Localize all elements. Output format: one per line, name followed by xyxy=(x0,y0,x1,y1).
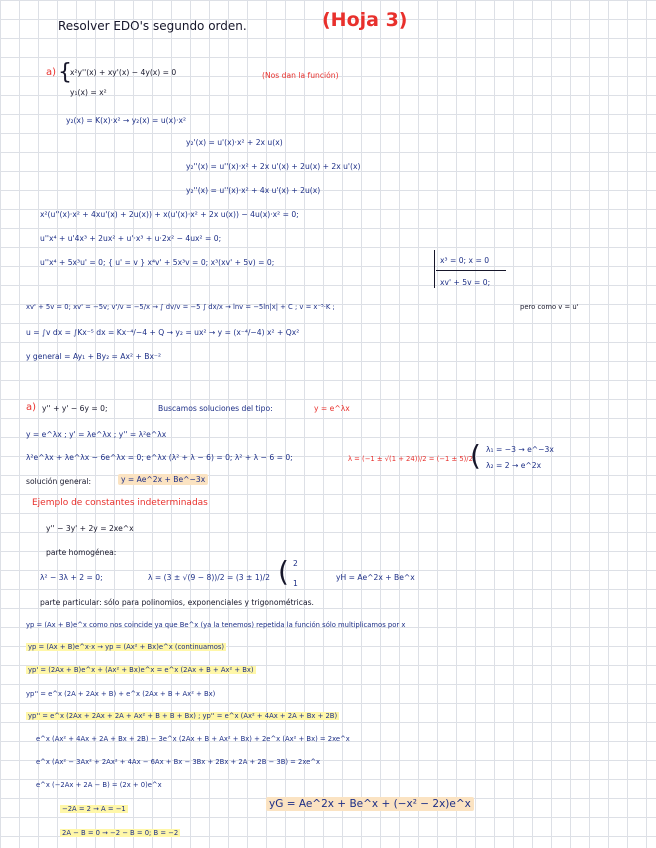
part-b-label: a) xyxy=(26,402,37,413)
substitution-line: e^x (−2Ax + 2A − B) = (2x + 0)e^x xyxy=(36,781,162,789)
example-equation: y'' − 3y' + 2y = 2xe^x xyxy=(46,524,134,533)
example-heading: Ejemplo de constantes indeterminadas xyxy=(32,498,208,508)
homogeneous-bracket: ( xyxy=(278,555,289,588)
part-a-note: (Nos dan la función) xyxy=(262,71,339,80)
characteristic-line: λ²e^λx + λe^λx − 6e^λx = 0; e^λx (λ² + λ − 6) = 0; λ² + λ − 6 = 0; xyxy=(26,453,293,462)
case-one: x³ = 0; x = 0 xyxy=(440,256,490,265)
part-b-equation: y'' + y' − 6y = 0; xyxy=(42,404,108,413)
part-a-label: a) xyxy=(46,67,57,78)
root-two: λ₂ = 2 → e^2x xyxy=(486,461,542,470)
case-divider xyxy=(434,250,435,288)
v-integration-line: xv' + 5v = 0; xv' = −5v; v'/v = −5/x → ∫ dv/v = −5 ∫ dx/x → lnv = −5ln|x| + C ; v = x⁻⁵·K ; xyxy=(26,303,335,311)
substitution-line: e^x (Ax² + 4Ax + 2A + Bx + 2B) − 3e^x (2Ax + B + Ax² + Bx) + 2e^x (Ax² + Bx) = 2xe^x xyxy=(36,735,350,743)
coefficient-b: 2A − B = 0 → −2 − B = 0; B = −2 xyxy=(62,829,179,837)
homogeneous-label: parte homogénea: xyxy=(46,548,117,557)
part-b-trial: y = e^λx xyxy=(314,404,350,413)
particular-line: yp'' = e^x (2A + 2Ax + B) + e^x (2Ax + B + Ax² + Bx) xyxy=(26,690,216,698)
v-note: pero como v = u' xyxy=(520,303,579,311)
substitution-line: e^x (Ax² − 3Ax² + 2Ax² + 4Ax − 6Ax + Bx − 3Bx + 2Bx + 2A + 2B − 3B) = 2xe^x xyxy=(36,758,321,766)
general-solution-a: y general = Ay₁ + By₂ = Ax² + Bx⁻² xyxy=(26,352,161,361)
step-line: y₂(x) = K(x)·x² → y₂(x) = u(x)·x² xyxy=(66,116,187,125)
case-separator xyxy=(436,270,506,271)
step-line: x²(u''(x)·x² + 4xu'(x) + 2u(x)) + x(u'(x)·x² + 2x u(x)) − 4u(x)·x² = 0; xyxy=(40,210,299,219)
step-line: u''x⁴ + u'4x³ + 2ux² + u'·x³ + u·2x² − 4ux² = 0; xyxy=(40,234,222,243)
homogeneous-root-one: 2 xyxy=(293,559,298,568)
sheet-tag: (Hoja 3) xyxy=(322,9,408,31)
homogeneous-equation: λ² − 3λ + 2 = 0; xyxy=(40,573,103,582)
homogeneous-root-two: 1 xyxy=(293,579,298,588)
derivatives-line: y = e^λx ; y' = λe^λx ; y'' = λ²e^λx xyxy=(26,430,167,439)
step-line: y₂''(x) = u''(x)·x² + 4x u'(x) + 2u(x) xyxy=(186,186,321,195)
part-a-equation: x²y''(x) + xy'(x) − 4y(x) = 0 xyxy=(70,68,177,77)
system-brace: { xyxy=(58,60,72,85)
page-title: Resolver EDO's segundo orden. xyxy=(58,19,247,33)
coefficient-a: −2A = 2 → A = −1 xyxy=(62,805,126,813)
root-one: λ₁ = −3 → e^−3x xyxy=(486,445,554,454)
particular-label: parte particular: sólo para polinomios, exponenciales y trigonométricas. xyxy=(40,598,314,607)
homogeneous-formula: λ = (3 ± √(9 − 8))/2 = (3 ± 1)/2 xyxy=(148,573,270,582)
homogeneous-solution: yH = Ae^2x + Be^x xyxy=(336,573,415,582)
particular-line: yp'' = e^x (2Ax + 2Ax + 2A + Ax² + B + B + Bx) ; yp'' = e^x (Ax² + 4Ax + 2A + Bx + 2B) xyxy=(28,712,338,720)
case-two: xv' + 5v = 0; xyxy=(440,278,491,287)
step-line: y₂'(x) = u'(x)·x² + 2x u(x) xyxy=(186,138,283,147)
particular-line: yp = (Ax + B)e^x·x → yp = (Ax² + Bx)e^x (continuamos) xyxy=(28,643,225,651)
step-line: u''x⁴ + 5x³u' = 0; { u' = v } x⁴v' + 5x³v = 0; x³(xv' + 5v) = 0; xyxy=(40,258,275,267)
step-line: y₂''(x) = u''(x)·x² + 2x u'(x) + 2u(x) + 2x u'(x) xyxy=(186,162,361,171)
final-general-solution: yG = Ae^2x + Be^x + (−x² − 2x)e^x xyxy=(266,798,474,811)
general-solution-label: solución general: xyxy=(26,477,92,486)
particular-line: yp' = (2Ax + B)e^x + (Ax² + Bx)e^x = e^x (2Ax + B + Ax² + Bx) xyxy=(28,666,254,674)
particular-line: yp = (Ax + B)e^x como nos coincide ya que Be^x (ya la tenemos) repetida la función sólo multiplicamos por x xyxy=(26,621,406,629)
part-a-given-solution: y₁(x) = x² xyxy=(70,88,107,97)
roots-bracket: ( xyxy=(470,439,481,472)
u-integration-line: u = ∫v dx = ∫Kx⁻⁵ dx = Kx⁻⁴/−4 + Q → y₂ = ux² → y = (x⁻⁴/−4) x² + Qx² xyxy=(26,328,300,337)
part-b-search: Buscamos soluciones del tipo: xyxy=(158,404,273,413)
general-solution-b: y = Ae^2x + Be^−3x xyxy=(118,473,208,486)
quadratic-formula: λ = (−1 ± √(1 + 24))/2 = (−1 ± 5)/2 xyxy=(348,455,473,463)
